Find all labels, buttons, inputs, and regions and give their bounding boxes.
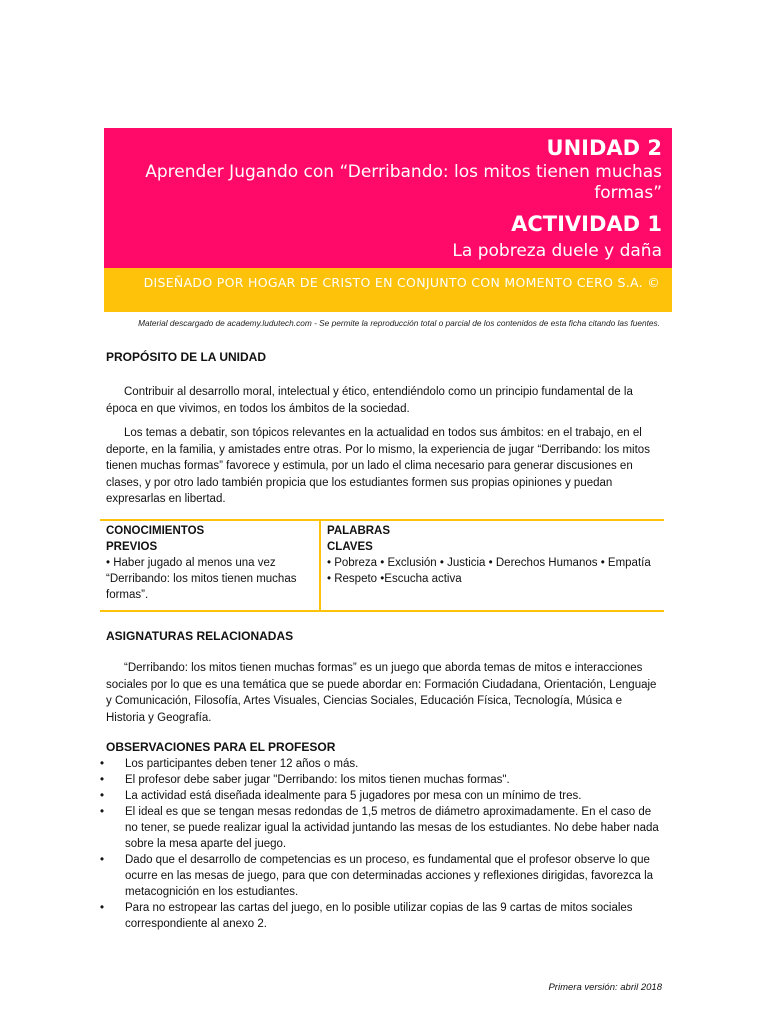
credit-text: DISEÑADO POR HOGAR DE CRISTO EN CONJUNTO CON MOMENTO CERO S.A. © bbox=[143, 275, 660, 290]
keywords-line-2: • Respeto •Escucha activa bbox=[327, 573, 462, 585]
title-banner bbox=[104, 128, 672, 268]
bullet: • bbox=[100, 790, 105, 802]
list-item: • La actividad está diseñada idealmente para 5 jugadores por mesa con un mínimo de tres. bbox=[100, 790, 582, 802]
list-item: • Los participantes deben tener 12 años o más. bbox=[100, 758, 359, 770]
table-bottom-border bbox=[100, 610, 664, 612]
keywords-line-1: • Pobreza • Exclusión • Justicia • Derechos Humanos • Empatía bbox=[327, 557, 651, 569]
previous-knowledge-heading-1: CONOCIMIENTOS bbox=[106, 525, 205, 537]
bullet: • bbox=[100, 774, 105, 786]
keywords-heading-2: CLAVES bbox=[327, 541, 373, 553]
keywords-cell bbox=[327, 523, 662, 587]
table-top-border bbox=[100, 519, 664, 521]
list-item: • El ideal es que se tengan mesas redondas de 1,5 metros de diámetro aproximadamente. En el caso de no tener, se puede realizar igual la actividad juntando las mesas de los estudiantes. No debe haber nada sobre la mesa aparte del juego. bbox=[100, 806, 659, 850]
bullet: • bbox=[100, 806, 105, 818]
table-column-divider bbox=[319, 520, 321, 612]
version-note: Primera versión: abril 2018 bbox=[548, 982, 662, 993]
bullet: • bbox=[100, 902, 105, 914]
subjects-paragraph: “Derribando: los mitos tienen muchas formas” es un juego que aborda temas de mitos e interacciones sociales por lo que es una temática que se puede abordar en: Formación Ciudadana, Orientación, Lenguaje y Comunicación, Filosofía, Artes Visuales, Ciencias Sociales, Educación Física, Tecnología, Música e Historia y Geografía. bbox=[106, 662, 657, 724]
observations-list bbox=[100, 756, 666, 932]
list-item: • Para no estropear las cartas del juego, en lo posible utilizar copias de las 9 cartas de mitos sociales correspondiente al anexo 2. bbox=[100, 902, 633, 930]
bullet: • bbox=[100, 854, 105, 866]
keywords-heading-1: PALABRAS bbox=[327, 525, 391, 537]
credit-banner bbox=[104, 268, 672, 312]
list-item: • El profesor debe saber jugar "Derribando: los mitos tienen muchas formas". bbox=[100, 774, 510, 786]
purpose-paragraph-2: Los temas a debatir, son tópicos relevantes en la actualidad en todos sus ámbitos: en el trabajo, en el deporte, en la familia, y amistades entre otras. Por lo mismo, la experiencia de jugar “Derribando: los mitos tienen muchas formas” favorece y estimula, por un lado el clima necesario para generar discusiones en clases, y por otro lado también propicia que los estudiantes formen sus propias opiniones y puedan expresarlas en libertad. bbox=[106, 427, 650, 505]
purpose-heading: PROPÓSITO DE LA UNIDAD bbox=[106, 350, 267, 364]
previous-knowledge-text: • Haber jugado al menos una vez “Derribando: los mitos tienen muchas formas”. bbox=[106, 557, 297, 601]
list-item: • Dado que el desarrollo de competencias es un proceso, es fundamental que el profesor observe lo que ocurre en las mesas de juego, para que con determinadas acciones y reflexiones dirigidas, favorezca la metacognición en los estudiantes. bbox=[100, 854, 654, 898]
purpose-paragraph-1: Contribuir al desarrollo moral, intelectual y ético, entendiéndolo como un principio fundamental de la época en que vivimos, en todos los ámbitos de la sociedad. bbox=[106, 386, 633, 415]
download-note: Material descargado de academy.ludutech.com - Se permite la reproducción total o parcial de los contenidos de esta ficha citando las fuentes. bbox=[138, 318, 660, 328]
activity-title: ACTIVIDAD 1 bbox=[511, 212, 662, 236]
subjects-heading: ASIGNATURAS RELACIONADAS bbox=[106, 629, 294, 643]
observations-heading: OBSERVACIONES PARA EL PROFESOR bbox=[106, 740, 336, 754]
activity-subtitle: La pobreza duele y daña bbox=[452, 241, 662, 261]
previous-knowledge-heading-2: PREVIOS bbox=[106, 541, 158, 553]
bullet: • bbox=[100, 758, 105, 770]
unit-title: UNIDAD 2 bbox=[546, 136, 662, 160]
unit-subtitle: Aprender Jugando con “Derribando: los mitos tienen muchas formas” bbox=[145, 162, 662, 203]
previous-knowledge-cell bbox=[106, 523, 311, 603]
